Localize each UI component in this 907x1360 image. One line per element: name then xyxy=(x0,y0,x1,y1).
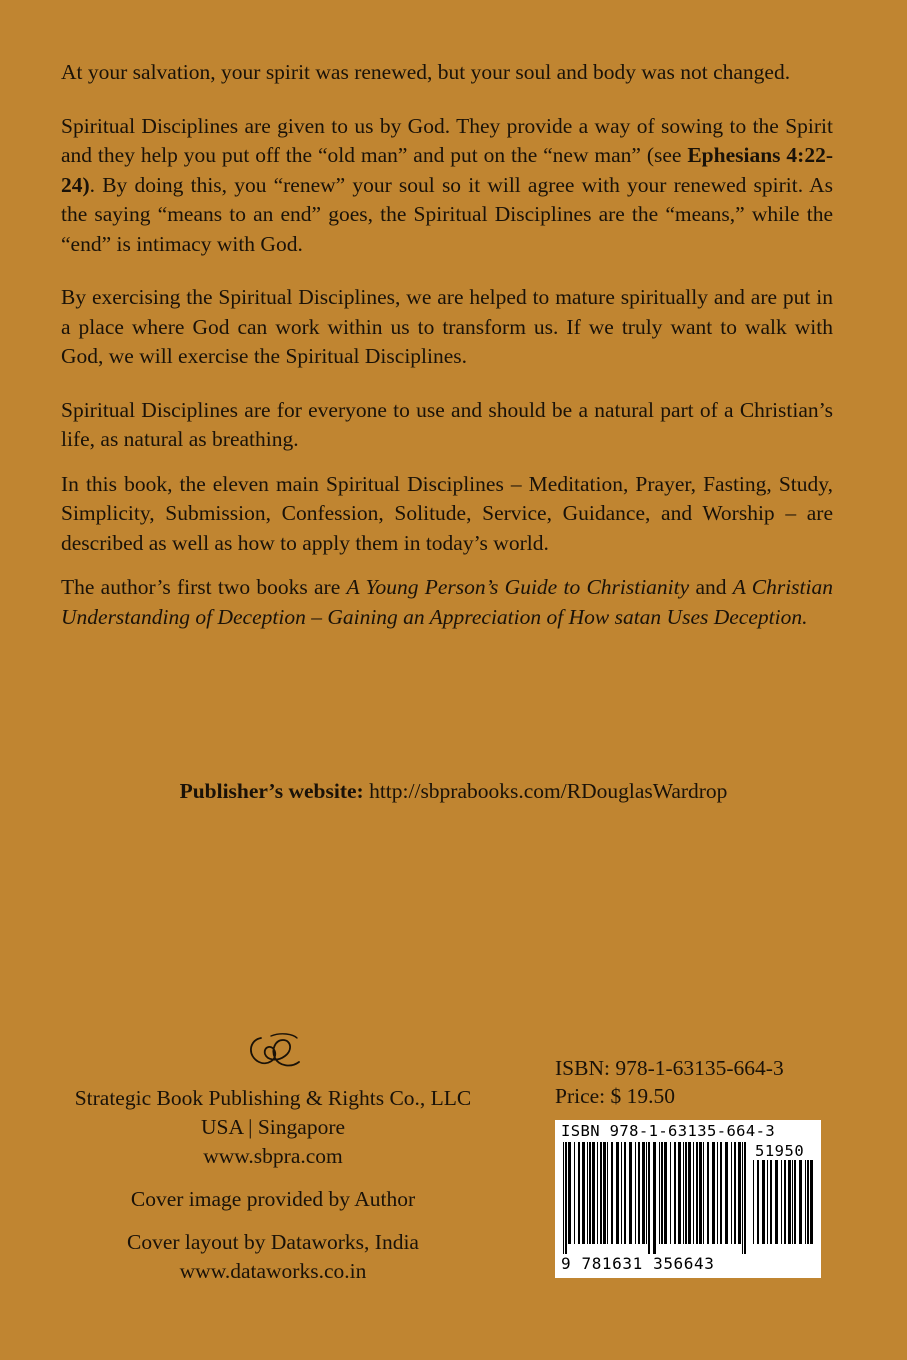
barcode-bar xyxy=(792,1160,793,1244)
barcode-bar xyxy=(781,1160,782,1244)
barcode-bar xyxy=(659,1142,660,1244)
barcode-bar xyxy=(693,1142,694,1244)
barcode-bar xyxy=(742,1142,743,1254)
barcode-bar xyxy=(696,1142,698,1244)
barcode-bar xyxy=(770,1160,772,1244)
barcode-bar xyxy=(563,1142,564,1254)
barcode-bar xyxy=(794,1160,796,1244)
barcode-bar xyxy=(574,1142,575,1244)
barcode-bar xyxy=(674,1142,676,1244)
barcode-bar xyxy=(807,1160,809,1244)
barcode-bar xyxy=(744,1142,746,1254)
barcode-bar xyxy=(678,1142,681,1244)
barcode-bar xyxy=(805,1160,806,1244)
barcode-bar xyxy=(611,1142,613,1244)
barcode-bar xyxy=(642,1142,645,1244)
barcode-bar xyxy=(635,1142,636,1244)
barcode-bar xyxy=(603,1142,606,1244)
barcode-addon-label: 51950 xyxy=(755,1142,805,1160)
barcode-bar xyxy=(788,1160,791,1244)
author-books-and: and xyxy=(689,575,733,599)
barcode-bar xyxy=(621,1142,622,1244)
blurb-paragraph-2 xyxy=(61,112,833,260)
barcode-bar xyxy=(731,1142,732,1244)
blurb-p2-text-b: . By doing this, you “renew” your soul so it will agree with your renewed spirit. As the saying “means to an end” goes, the Spiritual Disciplines are the “means,” while the “end” is intimacy with God. xyxy=(61,172,833,256)
barcode-bar xyxy=(568,1142,571,1244)
cover-layout-credit: Cover layout by Dataworks, India xyxy=(127,1230,419,1254)
barcode-bar xyxy=(775,1160,778,1244)
scripture-reference: Ephesians 4:22-24) xyxy=(61,143,833,197)
barcode-bar xyxy=(578,1142,580,1244)
blurb-paragraph-1: At your salvation, your spirit was renewed, but your soul and body was not changed. xyxy=(61,60,791,84)
barcode-bar xyxy=(638,1142,640,1244)
barcode-bar xyxy=(565,1142,567,1254)
barcode-bar xyxy=(720,1142,722,1244)
barcode-bar xyxy=(703,1142,704,1244)
barcode-bar xyxy=(597,1142,598,1244)
barcode-digits: 9 781631 356643 xyxy=(561,1254,715,1273)
barcode-bar xyxy=(664,1142,667,1244)
addon-bars xyxy=(753,1160,815,1254)
barcode-bar xyxy=(757,1160,759,1244)
blurb-paragraph-4: Spiritual Disciplines are for everyone to use and should be a natural part of a Christian’s life, as natural as breathing. xyxy=(61,397,833,451)
ean13-bars xyxy=(563,1142,751,1254)
barcode-bar xyxy=(600,1142,602,1244)
isbn-barcode xyxy=(555,1120,821,1278)
barcode-bar xyxy=(685,1142,687,1244)
barcode-bar xyxy=(738,1142,741,1244)
barcode-bar xyxy=(699,1142,702,1244)
isbn-text: ISBN: 978-1-63135-664-3 xyxy=(555,1056,784,1080)
blurb-paragraph-3: By exercising the Spiritual Disciplines, we are helped to mature spiritually and are put in a place where God can work within us to transform us. If we truly want to walk with God, we will exercise the Spiritual Disciplines. xyxy=(61,285,833,368)
back-cover-blurb xyxy=(61,58,833,656)
pricing-block xyxy=(555,1054,784,1110)
book-title-2: A Christian Understanding of Deception – Gaining an Appreciation of How satan Uses Deception. xyxy=(61,575,833,629)
barcode-bar xyxy=(762,1160,765,1244)
barcode-bar xyxy=(607,1142,608,1244)
website-label: Publisher’s website: xyxy=(179,779,364,803)
price-text: Price: $ 19.50 xyxy=(555,1084,676,1108)
publisher-site[interactable]: www.sbpra.com xyxy=(203,1144,343,1168)
publisher-website xyxy=(0,779,907,804)
barcode-bar xyxy=(707,1142,709,1244)
barcode-bar xyxy=(648,1142,650,1254)
barcode-bar xyxy=(725,1142,728,1244)
blurb-paragraph-5: In this book, the eleven main Spiritual Disciplines – Meditation, Prayer, Fasting, Study, Simplicity, Submission, Confession, Solitude, Service, Guidance, and Worship – are described as well as how to apply them in today’s world. xyxy=(61,471,833,555)
barcode-bar xyxy=(683,1142,684,1244)
website-url[interactable]: http://sbprabooks.com/RDouglasWardrop xyxy=(363,779,728,803)
publisher-locations: USA | Singapore xyxy=(200,1115,346,1139)
barcode-bar xyxy=(767,1160,768,1244)
barcode-bar xyxy=(582,1142,585,1244)
author-books-intro: The author’s first two books are xyxy=(61,575,347,599)
sbpra-logo-icon xyxy=(241,1030,305,1074)
barcode-bar xyxy=(587,1142,588,1244)
barcode-bar xyxy=(734,1142,736,1244)
barcode-bar xyxy=(592,1142,595,1244)
cover-layout-site[interactable]: www.dataworks.co.in xyxy=(179,1259,367,1283)
barcode-bar xyxy=(629,1142,632,1244)
barcode-bar xyxy=(784,1160,786,1244)
barcode-bar xyxy=(589,1142,591,1244)
cover-image-credit: Cover image provided by Author xyxy=(130,1187,416,1211)
barcode-isbn-label: ISBN 978-1-63135-664-3 xyxy=(561,1122,776,1140)
barcode-bar xyxy=(753,1160,754,1244)
barcode-bar xyxy=(688,1142,691,1244)
blurb-paragraph-6 xyxy=(61,573,833,632)
barcode-bar xyxy=(661,1142,663,1244)
barcode-bar xyxy=(646,1142,647,1244)
barcode-bar xyxy=(717,1142,718,1244)
barcode-bar xyxy=(670,1142,671,1244)
barcode-bar xyxy=(616,1142,619,1244)
blurb-p2-text-a: Spiritual Disciplines are given to us by God. They provide a way of sowing to the Spirit and they help you put off the “old man” and put on the “new man” (see xyxy=(61,113,833,167)
publisher-name: Strategic Book Publishing & Rights Co., LLC xyxy=(74,1086,472,1110)
barcode-bar xyxy=(712,1142,715,1244)
book-title-1: A Young Person’s Guide to Christianity xyxy=(346,575,690,599)
barcode-bar xyxy=(799,1160,802,1244)
barcode-bar xyxy=(653,1142,656,1254)
barcode-bar xyxy=(624,1142,626,1244)
publisher-block xyxy=(30,1030,516,1286)
barcode-bar xyxy=(810,1160,813,1244)
